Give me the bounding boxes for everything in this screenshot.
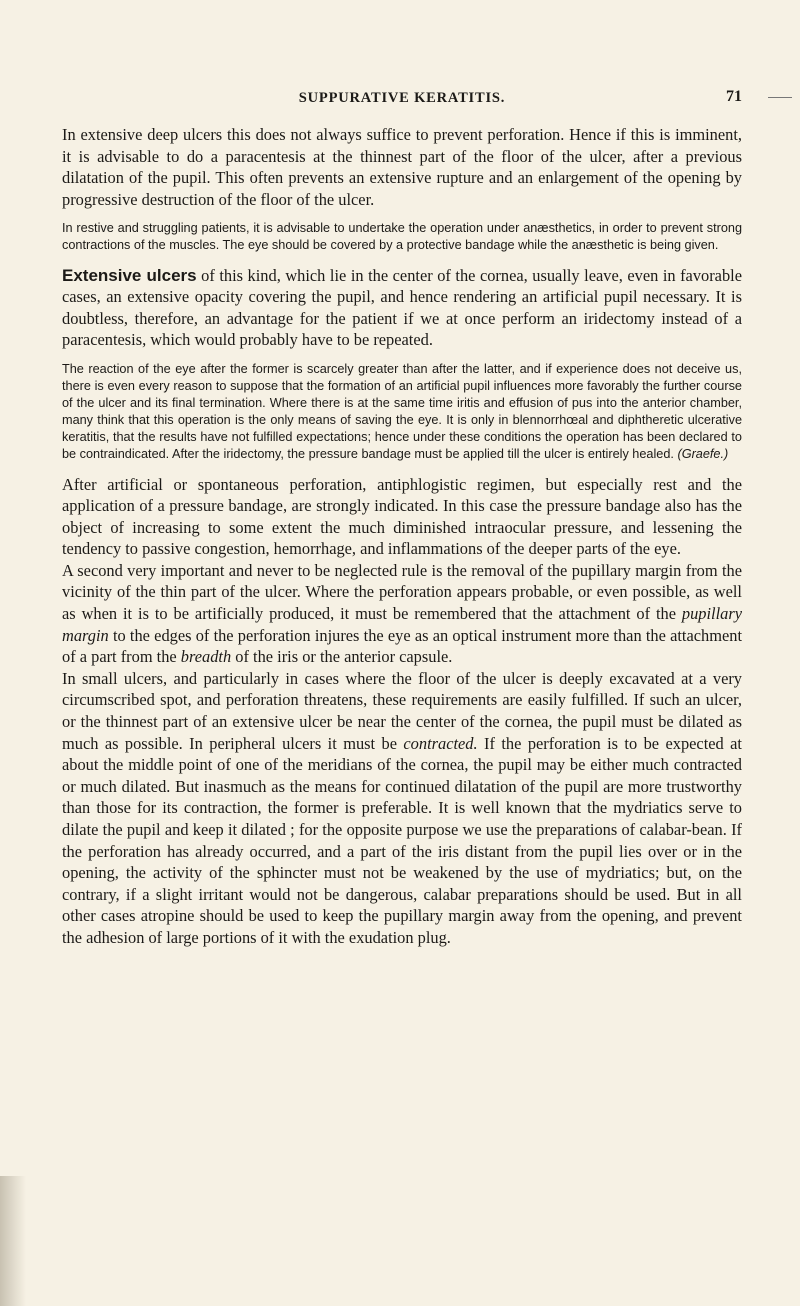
paragraph-second-rule <box>62 560 742 668</box>
book-page <box>62 86 742 949</box>
paragraph-deep-ulcers: In extensive deep ulcers this does not always suffice to prevent perforation. Hence if this is imminent, it is advisable to do a paracentesis at the thinnest part of the floor of the ulcer, after a previous dilatation of the pupil. This often prevents an extensive rupture and an enlargement of the opening by progressive destruction of the floor of the ulcer. <box>62 125 742 209</box>
italic-run: breadth <box>180 647 232 667</box>
page-edge-shadow <box>0 1176 26 1306</box>
text-run: of the iris or the anterior capsule. <box>231 647 453 667</box>
lead-phrase: Extensive ulcers <box>62 265 197 285</box>
italic-run: contracted. <box>403 733 478 753</box>
italic-run: pupillary margin <box>62 604 742 645</box>
paragraph-text: of this kind, which lie in the center of the cornea, usually leave, even in favorable cases, an extensive opacity covering the pupil, and hence rendering an artificial pupil necessary. It is doubtless, therefore, an advantage for the patient if we at once perform an iridectomy instead of a paracentesis, which would probably have to be repeated. <box>62 265 742 350</box>
note-iridectomy <box>62 361 742 464</box>
text-run: to the edges of the perforation injures the eye as an optical instrument more than the attachment of a part from the <box>62 625 742 667</box>
paragraph-after-perforation: After artificial or spontaneous perforation, antiphlogistic regimen, but especially rest and the application of a pressure bandage, are strongly indicated. In this case the pressure bandage also has the object of increasing to some extent the much diminished intraocular pressure, and lessening the tendency to passive congestion, hemorrhage, and inflammations of the deeper parts of the eye. <box>62 474 742 559</box>
running-title: SUPPURATIVE KERATITIS. <box>298 90 506 106</box>
note-anaesthetics: In restive and struggling patients, it is advisable to undertake the operation under anæsthetics, in order to prevent strong contractions of the muscles. The eye should be covered by a protective bandage while the anæsthetic is being given. <box>62 221 742 253</box>
paragraph-small-ulcers <box>62 668 742 949</box>
citation: (Graefe.) <box>677 447 729 462</box>
text-run: A second very important and never to be neglected rule is the removal of the pupillary margin from the vicinity of the thin part of the ulcer. Where the perforation appears probable, or even possible, as well as when it is to be artificially produced, it must be remembered that the attachment of the <box>62 560 742 624</box>
paragraph-extensive-ulcers <box>62 265 742 351</box>
page-number: 71 <box>726 88 742 105</box>
note-text: The reaction of the eye after the former is scarcely greater than after the latter, and if experience does not deceive us, there is even every reason to suppose that the formation of an artificial pupil influences more favorably the further course of the ulcer and its final termination. Where there is at the same time iritis and effusion of pus into the anterior chamber, many think that this operation is the only means of saving the eye. It is only in blennorrhœal and diphtheretic ulcerative keratitis, that the results have not fulfilled expectations; hence under these conditions the operation has been declared to be contraindicated. After the iridectomy, the pressure bandage must be applied till the ulcer is entirely healed. <box>62 361 742 462</box>
page-content <box>62 124 742 949</box>
text-run: In small ulcers, and particularly in cases where the floor of the ulcer is deeply excavated at a very circumscribed spot, and perforation threatens, these requirements are easily fulfilled. If such an ulcer, or the thinnest part of an extensive ulcer be near the center of the cornea, the pupil must be dilated as much as possible. In peripheral ulcers it must be <box>62 668 742 753</box>
text-run: If the perforation is to be expected at about the middle point of one of the meridians of the cornea, the pupil may be either much contracted or much dilated. But inasmuch as the means for continued dilatation of the pupil are more trustworthy than those for its contraction, the former is preferable. It is well known that the mydriatics serve to dilate the pupil and keep it dilated ; for the opposite purpose we use the preparations of calabar-bean. If the perforation has already occurred, and a part of the iris distant from the pupil lies over or in the opening, the activity of the sphincter must not be weakened by the use of mydriatics; but, on the contrary, if a slight irritant would not be dangerous, calabar preparations should be used. But in all other cases atropine should be used to keep the pupillary margin away from the opening, and prevent the adhesion of large portions of it with the exudation plug. <box>62 733 742 947</box>
edge-mark <box>768 97 792 98</box>
running-head <box>62 86 742 110</box>
